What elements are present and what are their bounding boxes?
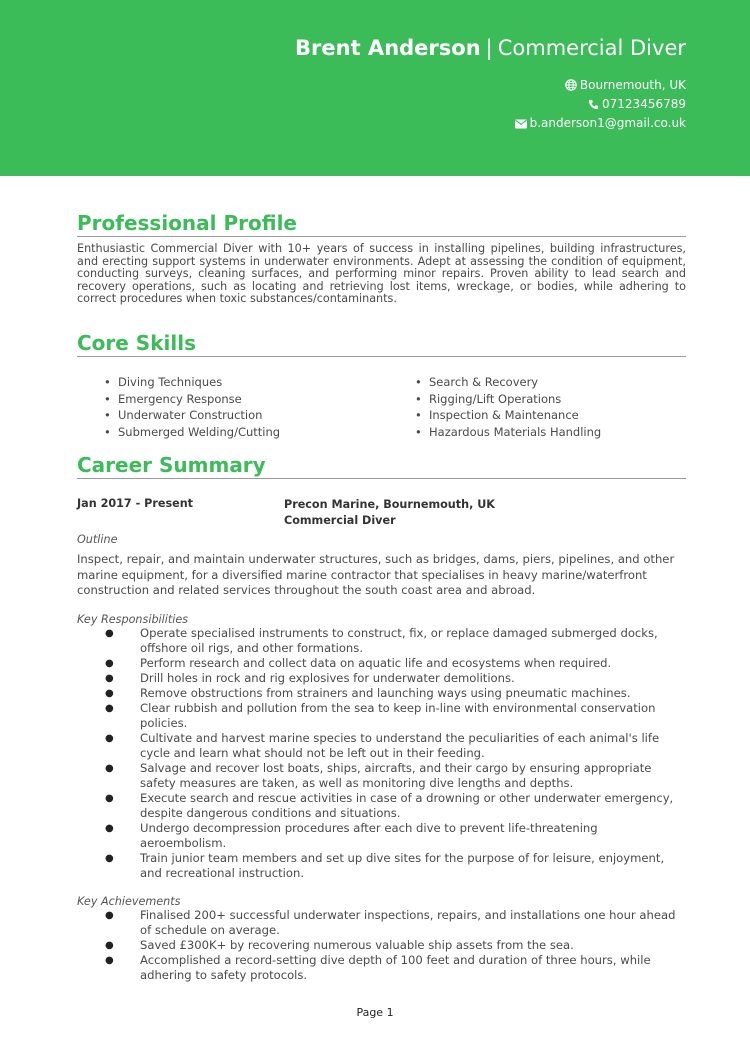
career-heading: Career Summary	[77, 453, 686, 479]
job-company: Precon Marine, Bournemouth, UK	[284, 498, 495, 511]
skill-item: • Emergency Response	[104, 391, 242, 406]
list-item: ● Train junior team members and set up dive sites for the purpose of for leisure, enjoyment, and recreational instruction.	[105, 850, 665, 880]
candidate-role: Commercial Diver	[497, 36, 686, 60]
globe-icon	[565, 79, 577, 91]
title-separator: |	[485, 36, 493, 60]
page-title	[295, 36, 686, 60]
skills-heading: Core Skills	[77, 331, 686, 357]
list-item: ● Salvage and recover lost boats, ships, aircrafts, and their cargo by ensuring appropriate safety measures are taken, as well as monitoring dive lengths and depths.	[105, 760, 652, 790]
list-item: ● Finalised 200+ successful underwater inspections, repairs, and installations one hour ahead of schedule on average.	[105, 907, 676, 937]
page-number: Page 1	[356, 1006, 394, 1019]
skill-item: • Rigging/Lift Operations	[415, 391, 562, 406]
list-item: ● Execute search and rescue activities in case of a drowning or other underwater emergency, despite dangerous conditions and situations.	[105, 790, 674, 820]
list-item: ● Remove obstructions from strainers and launching ways using pneumatic machines.	[105, 685, 631, 700]
outline-text: Inspect, repair, and maintain underwater structures, such as bridges, dams, piers, pipelines, and other marine equipment, for a diversified marine contractor that specialises in heavy marine/waterfront construction and related services throughout the south coast area and abroad.	[77, 552, 675, 597]
job-header	[77, 497, 686, 531]
outline-label: Outline	[77, 533, 118, 546]
list-item: ● Saved £300K+ by recovering numerous valuable ship assets from the sea.	[105, 937, 574, 952]
job-position: Commercial Diver	[284, 514, 396, 527]
list-item: ● Cultivate and harvest marine species to understand the peculiarities of each animal's life cycle and learn what should not be left out in their feeding.	[105, 730, 660, 760]
list-item: ● Operate specialised instruments to construct, fix, or replace damaged submerged docks, offshore oil rigs, and other formations.	[105, 625, 658, 655]
skill-item: • Diving Techniques	[104, 375, 223, 389]
skill-item: • Hazardous Materials Handling	[415, 424, 602, 439]
contact-info	[515, 76, 686, 133]
skills-column-1	[104, 374, 280, 440]
email-text: b.anderson1@gmail.co.uk	[529, 116, 686, 130]
phone-icon	[588, 99, 599, 110]
list-item: ● Perform research and collect data on aquatic life and ecosystems when required.	[105, 655, 612, 670]
profile-heading: Professional Profile	[77, 211, 686, 237]
achievements-label: Key Achievements	[77, 894, 181, 908]
skill-item: • Search & Recovery	[415, 375, 539, 389]
job-date: Jan 2017 - Present	[77, 497, 194, 510]
location-text: Bournemouth, UK	[579, 78, 686, 92]
contact-phone	[515, 95, 686, 114]
responsibilities-label: Key Responsibilities	[77, 612, 189, 626]
list-item: ● Drill holes in rock and rig explosives for underwater demolitions.	[105, 670, 515, 685]
skills-column-2	[415, 374, 601, 440]
profile-section	[77, 211, 686, 306]
header-banner	[0, 0, 750, 176]
job-organisation	[284, 497, 495, 529]
candidate-name: Brent Anderson	[295, 36, 481, 60]
skill-item: • Inspection & Maintenance	[415, 408, 579, 422]
skill-item: • Submerged Welding/Cutting	[104, 424, 281, 439]
achievements-list	[77, 908, 686, 983]
phone-text: 07123456789	[602, 97, 686, 111]
envelope-icon	[515, 119, 527, 129]
list-item: ● Accomplished a record-setting dive depth of 100 feet and duration of three hours, while adhering to safety protocols.	[105, 952, 651, 982]
list-item: ● Undergo decompression procedures after each dive to prevent life-threatening aeroembolism.	[105, 820, 598, 850]
skills-section	[77, 331, 686, 444]
list-item: ● Clear rubbish and pollution from the sea to keep in-line with environmental conservation policies.	[105, 700, 656, 730]
contact-email	[515, 114, 686, 133]
skill-item: • Underwater Construction	[104, 408, 263, 422]
responsibilities-list	[77, 626, 686, 881]
profile-text: Enthusiastic Commercial Diver with 10+ years of success in installing pipelines, building infrastructures, and erecting support systems in underwater environments. Adept at assessing the condition of equipment, conducting surveys, cleaning surfaces, and performing minor repairs. Proven ability to lead search and recovery operations, such as locating and retrieving lost items, wreckage, or bodies, while adhering to correct procedures when toxic substances/contaminants.	[77, 242, 686, 305]
skills-list	[77, 374, 686, 444]
contact-location	[515, 76, 686, 95]
career-section	[77, 453, 686, 983]
